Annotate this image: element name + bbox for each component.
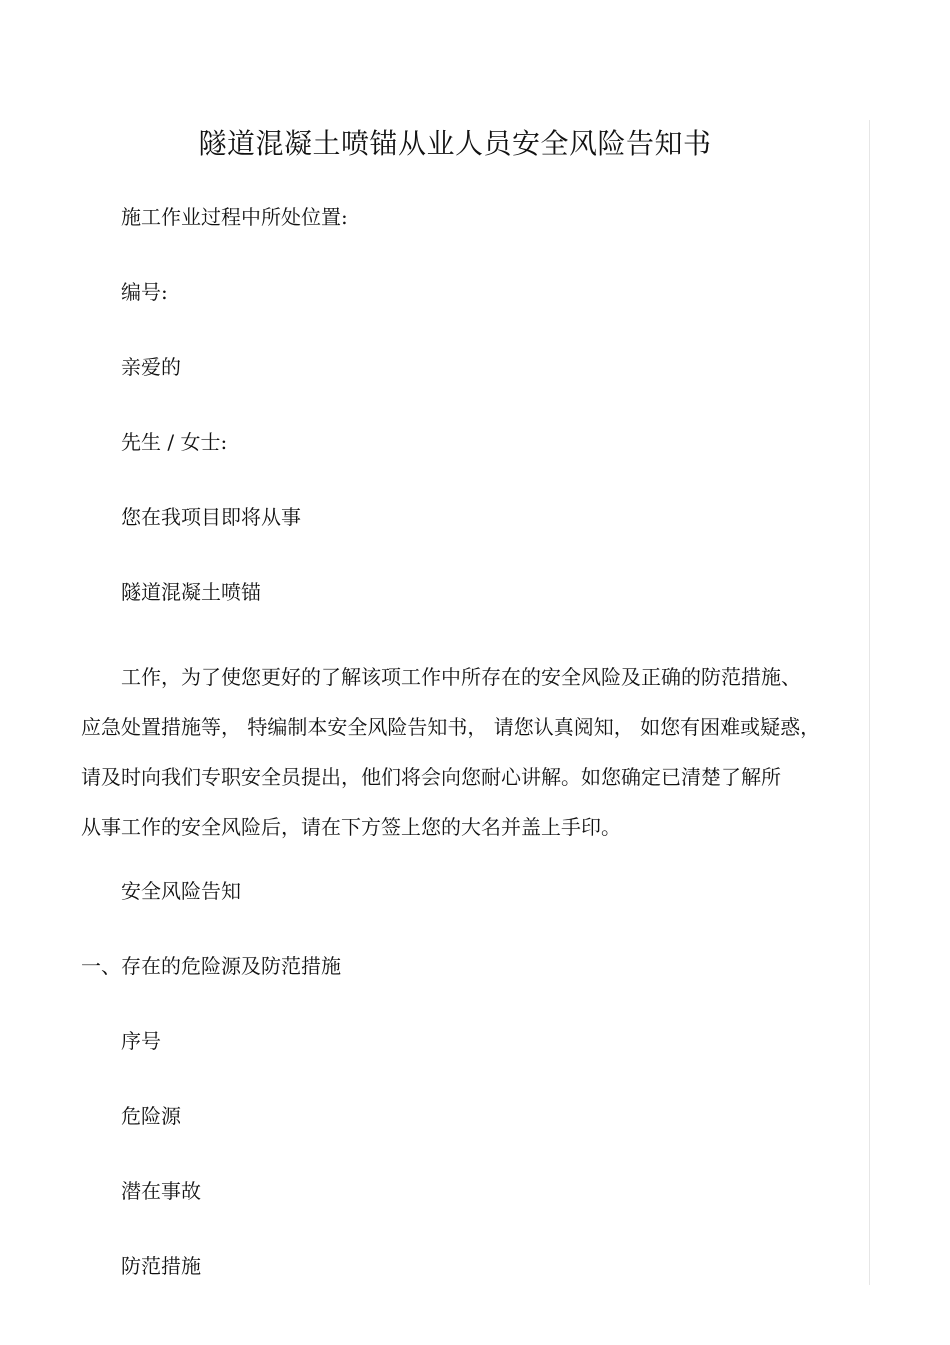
document-title: 隧道混凝土喷锚从业人员安全风险告知书 [198, 127, 712, 160]
table-header-potential-accident: 潜在事故 [121, 1179, 201, 1203]
paragraph-line: 从事工作的安全风险后，请在下方签上您的大名并盖上手印。 [81, 815, 621, 839]
table-header-hazard: 危险源 [121, 1104, 181, 1128]
section-one-heading: 一、存在的危险源及防范措施 [81, 954, 341, 978]
greeting: 亲爱的 [121, 355, 181, 379]
paragraph-line: 请及时向我们专职安全员提出，他们将会向您耐心讲解。如您确定已清楚了解所 [81, 765, 781, 789]
paragraph-line: 工作，为了使您更好的了解该项工作中所存在的安全风险及正确的防范措施、 [121, 665, 801, 689]
location-label: 施工作业过程中所处位置: [121, 205, 348, 229]
table-header-prevention-measures: 防范措施 [121, 1254, 201, 1278]
intro-line: 您在我项目即将从事 [121, 505, 301, 529]
paragraph-line: 应急处置措施等， 特编制本安全风险告知书， 请您认真阅知， 如您有困难或疑惑， [81, 715, 821, 739]
salutation: 先生 / 女士: [121, 430, 228, 454]
number-label: 编号: [121, 280, 168, 304]
job-name: 隧道混凝土喷锚 [121, 580, 261, 604]
table-header-index: 序号 [121, 1029, 161, 1053]
notice-heading: 安全风险告知 [121, 879, 241, 903]
page-margin-rule [869, 120, 870, 1285]
notice-paragraph [81, 652, 851, 852]
